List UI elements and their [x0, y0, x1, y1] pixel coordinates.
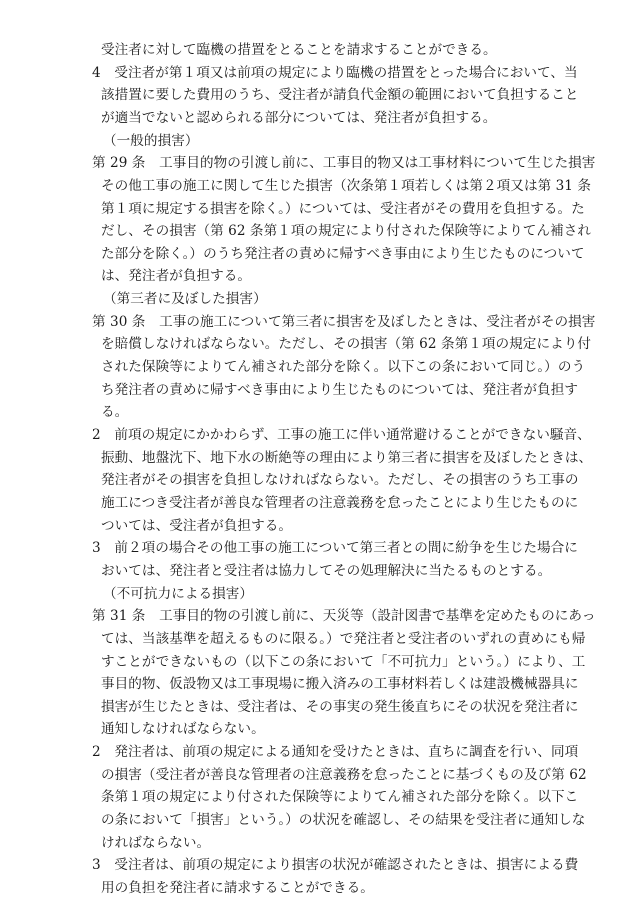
text-line: 発注者がその損害を負担しなければならない。ただし、その損害のうち工事の [101, 472, 579, 489]
article-heading-line: 第 30 条 工事の施工について第三者に損害を及ぼしたときは、受注者がその損害 [92, 313, 596, 330]
text-line: ては、当該基準を超えるものに限る。）で発注者と受注者のいずれの責めにも帰 [101, 630, 586, 647]
text-line: 受注者に対して臨機の措置をとることを請求することができる。 [101, 42, 497, 58]
text-line: は、発注者が負担する。 [101, 268, 252, 285]
text-line: 第１項に規定する損害を除く。）については、受注者がその費用を負担する。た [101, 200, 585, 217]
section-heading: （第三者に及ぼした損害） [103, 291, 267, 308]
article-heading-line: 第 29 条 工事目的物の引渡し前に、工事目的物又は工事材料について生じた損害 [92, 155, 596, 172]
text-line: の損害（受注者が善良な管理者の注意義務を怠ったことに基づくもの及び第 62 [101, 766, 587, 783]
text-line: ついては、受注者が負担する。 [101, 517, 293, 534]
text-line: が適当でないと認められる部分については、発注者が負担する。 [101, 109, 497, 126]
text-line: ち発注者の責めに帰すべき事由により生じたものについては、発注者が負担す [101, 381, 578, 398]
text-line: おいては、発注者と受注者は協力してその処理解決に当たるものとする。 [101, 562, 552, 579]
text-line: る。 [101, 404, 129, 421]
text-line: を賠償しなければならない。ただし、その損害（第 62 条第１項の規定により付 [101, 336, 592, 353]
section-heading: （不可抗力による損害） [103, 585, 254, 602]
section-heading: （一般的損害） [103, 132, 199, 149]
text-line: 条第１項の規定により付された保険等によりてん補された部分を除く。以下こ [101, 789, 579, 806]
text-line: 施工につき受注者が善良な管理者の注意義務を怠ったことにより生じたものに [101, 494, 579, 511]
text-line: 2 前項の規定にかかわらず、工事の施工に伴い通常避けることができない騒音、 [92, 427, 591, 444]
text-line: 3 前２項の場合その他工事の施工について第三者との間に紛争を生じた場合に [92, 540, 578, 557]
text-line: 事目的物、仮設物又は工事現場に搬入済みの工事材料若しくは建設機械器具に [101, 676, 579, 693]
text-line: 損害が生じたときは、受注者は、その事実の発生後直ちにその状況を発注者に [101, 698, 579, 715]
text-line: すことができないもの（以下この条において「不可抗力」という。）により、工 [101, 653, 586, 670]
text-line: の条において「損害」という。）の状況を確認し、その結果を受注者に通知しな [101, 812, 586, 829]
text-line: ければならない。 [101, 834, 211, 851]
text-line: 振動、地盤沈下、地下水の断絶等の理由により第三者に損害を及ぼしたときは、 [101, 449, 593, 466]
text-line: た部分を除く。）のうち発注者の責めに帰すべき事由により生じたものについて [101, 245, 585, 262]
text-line: その他工事の施工に関して生じた損害（次条第１項若しくは第２項又は第 31 条 [101, 177, 592, 194]
text-line: 該措置に要した費用のうち、受注者が請負代金額の範囲において負担すること [101, 87, 579, 104]
article-heading-line: 第 31 条 工事目的物の引渡し前に、天災等（設計図書で基準を定めたものにあっ [92, 608, 596, 625]
text-line: 4 受注者が第１項又は前項の規定により臨機の措置をとった場合において、当 [92, 64, 578, 81]
text-line: 2 発注者は、前項の規定による通知を受けたときは、直ちに調査を行い、同項 [92, 744, 579, 761]
text-line: 3 受注者は、前項の規定により損害の状況が確認されたときは、損害による費 [92, 857, 579, 874]
text-line: だし、その損害（第 62 条第１項の規定により付された保険等によりてん補され [101, 223, 592, 240]
text-line: された保険等によりてん補された部分を除く。以下この条において同じ。）のう [101, 359, 586, 376]
text-line: 通知しなければならない。 [101, 721, 265, 738]
text-line: 用の負担を発注者に請求することができる。 [101, 880, 374, 896]
